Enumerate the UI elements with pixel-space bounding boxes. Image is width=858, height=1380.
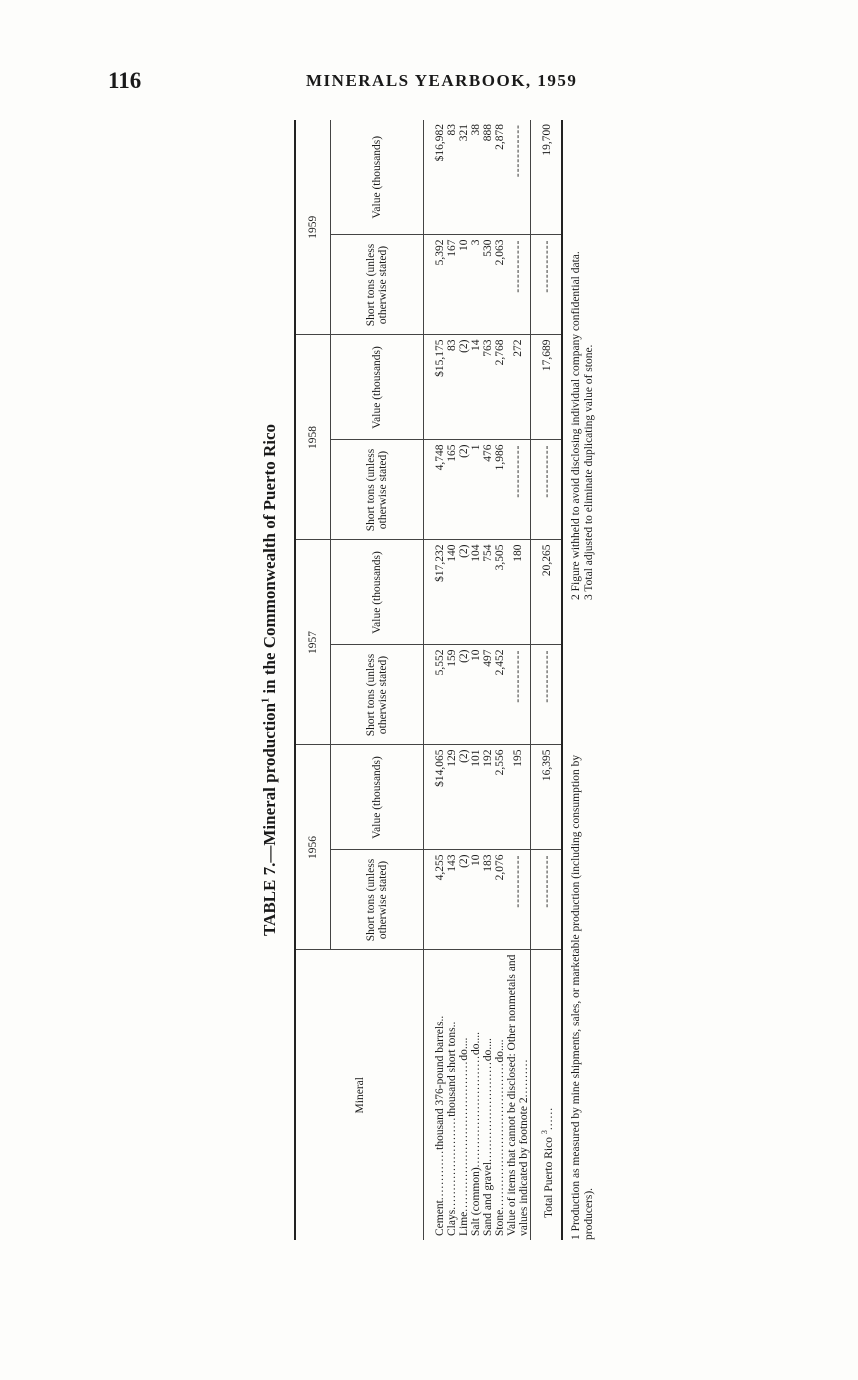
table-cell: (2) — [458, 745, 470, 850]
table-cell: 195 — [506, 745, 531, 850]
year-header: 1958 — [295, 335, 331, 540]
table-cell: 272 — [506, 335, 531, 440]
table-cell: 2,768 — [494, 335, 506, 440]
value-column-header: Value (thousands) — [331, 335, 424, 440]
table-cell: 763 — [482, 335, 494, 440]
table-cell: ----------- — [506, 440, 531, 540]
total-label: Total Puerto Rico $^3$...... — [531, 950, 562, 1240]
table-cell: 2,076 — [494, 850, 506, 950]
mineral-name: Value of items that cannot be disclosed: Other nonmetals and values indicated by footnote 2.......... — [506, 954, 530, 1236]
table-cell: 5,392 — [424, 235, 447, 335]
table-row — [446, 120, 458, 1240]
table-cell: 20,265 — [531, 540, 562, 645]
mineral-name: Lime.......................................do.... — [458, 1037, 470, 1236]
mineral-name: Stone......................................do.... — [494, 1039, 506, 1236]
table-cell: ----------- — [531, 645, 562, 745]
table-cell: 104 — [470, 540, 482, 645]
table-title: TABLE 7.—Mineral production$^1$ in the Commonwealth of Puerto Rico — [260, 424, 279, 937]
value-column-header: Value (thousands) — [331, 540, 424, 645]
total-row — [531, 120, 562, 1240]
table-row — [482, 120, 494, 1240]
table-cell: 10 — [470, 645, 482, 745]
table-row — [470, 120, 482, 1240]
table-cell: 192 — [482, 745, 494, 850]
footnote-2: 2 Figure withheld to avoid disclosing individual company confidential data. — [570, 251, 582, 600]
table-cell: ----------- — [531, 850, 562, 950]
page-number: 116 — [108, 68, 142, 93]
table-cell: 476 — [482, 440, 494, 540]
table-cell: (2) — [458, 540, 470, 645]
table-cell: 165 — [446, 440, 458, 540]
table-cell: ----------- — [531, 235, 562, 335]
running-head: MINERALS YEARBOOK, 1959 — [306, 71, 578, 90]
table-cell: (2) — [458, 335, 470, 440]
table-cell: 321 — [458, 120, 470, 235]
table-cell: 2,452 — [494, 645, 506, 745]
footnotes-2-3 — [570, 120, 596, 600]
table-cell: $16,982 — [424, 120, 447, 235]
value-column-header: Value (thousands) — [331, 120, 424, 235]
quantity-column-header: Short tons (unless otherwise stated) — [331, 235, 424, 335]
year-header: 1957 — [295, 540, 331, 745]
mineral-production-table — [294, 120, 563, 1240]
table-cell: 3 — [470, 235, 482, 335]
table-row — [424, 120, 447, 1240]
mineral-name: Salt (common).............................do.... — [470, 1031, 482, 1236]
rotated-table-block — [260, 110, 620, 1250]
table-cell: (2) — [458, 645, 470, 745]
table-cell: 497 — [482, 645, 494, 745]
table-cell: 83 — [446, 335, 458, 440]
table-row — [506, 120, 531, 1240]
mineral-name: Cement.............thousand 376-pound barrels.. — [434, 1015, 446, 1236]
year-header: 1956 — [295, 745, 331, 950]
table-cell: 19,700 — [531, 120, 562, 235]
mineral-column-header: Mineral — [295, 950, 424, 1240]
table-cell: $17,232 — [424, 540, 447, 645]
table-cell: 3,505 — [494, 540, 506, 645]
mineral-name: Sand and gravel..........................do.... — [482, 1038, 494, 1236]
year-header: 1959 — [295, 120, 331, 335]
table-cell: 4,255 — [424, 850, 447, 950]
table-cell: 1,986 — [494, 440, 506, 540]
table-cell: 2,556 — [494, 745, 506, 850]
table-cell: 754 — [482, 540, 494, 645]
table-cell: 4,748 — [424, 440, 447, 540]
table-cell: 16,395 — [531, 745, 562, 850]
table-cell: ----------- — [506, 235, 531, 335]
value-column-header: Value (thousands) — [331, 745, 424, 850]
quantity-column-header: Short tons (unless otherwise stated) — [331, 850, 424, 950]
table-cell: 14 — [470, 335, 482, 440]
table-row — [494, 120, 506, 1240]
table-cell: (2) — [458, 850, 470, 950]
table-cell: 10 — [470, 850, 482, 950]
table-cell: ----------- — [506, 850, 531, 950]
footnote-1: 1 Production as measured by mine shipments, sales, or marketable production (including consumption by producers). — [570, 754, 595, 1240]
table-cell: 17,689 — [531, 335, 562, 440]
footnote-3: 3 Total adjusted to eliminate duplicating value of stone. — [583, 344, 595, 600]
table-cell: 140 — [446, 540, 458, 645]
table-cell: ----------- — [506, 120, 531, 235]
table-cell: 180 — [506, 540, 531, 645]
table-cell: 530 — [482, 235, 494, 335]
table-cell: 2,063 — [494, 235, 506, 335]
table-cell: ----------- — [531, 440, 562, 540]
table-cell: 129 — [446, 745, 458, 850]
quantity-column-header: Short tons (unless otherwise stated) — [331, 440, 424, 540]
table-cell: 143 — [446, 850, 458, 950]
table-cell: ----------- — [506, 645, 531, 745]
mineral-name: Clays........................thousand short tons.. — [446, 1021, 458, 1236]
table-cell: 83 — [446, 120, 458, 235]
table-cell: $15,175 — [424, 335, 447, 440]
table-cell: 2,878 — [494, 120, 506, 235]
quantity-column-header: Short tons (unless otherwise stated) — [331, 645, 424, 745]
table-cell: (2) — [458, 440, 470, 540]
table-cell: 1 — [470, 440, 482, 540]
table-cell: 167 — [446, 235, 458, 335]
table-cell: 38 — [470, 120, 482, 235]
table-cell: 101 — [470, 745, 482, 850]
table-row — [458, 120, 470, 1240]
table-cell: 888 — [482, 120, 494, 235]
table-cell: $14,065 — [424, 745, 447, 850]
table-cell: 5,552 — [424, 645, 447, 745]
table-cell: 10 — [458, 235, 470, 335]
table-cell: 183 — [482, 850, 494, 950]
table-cell: 159 — [446, 645, 458, 745]
